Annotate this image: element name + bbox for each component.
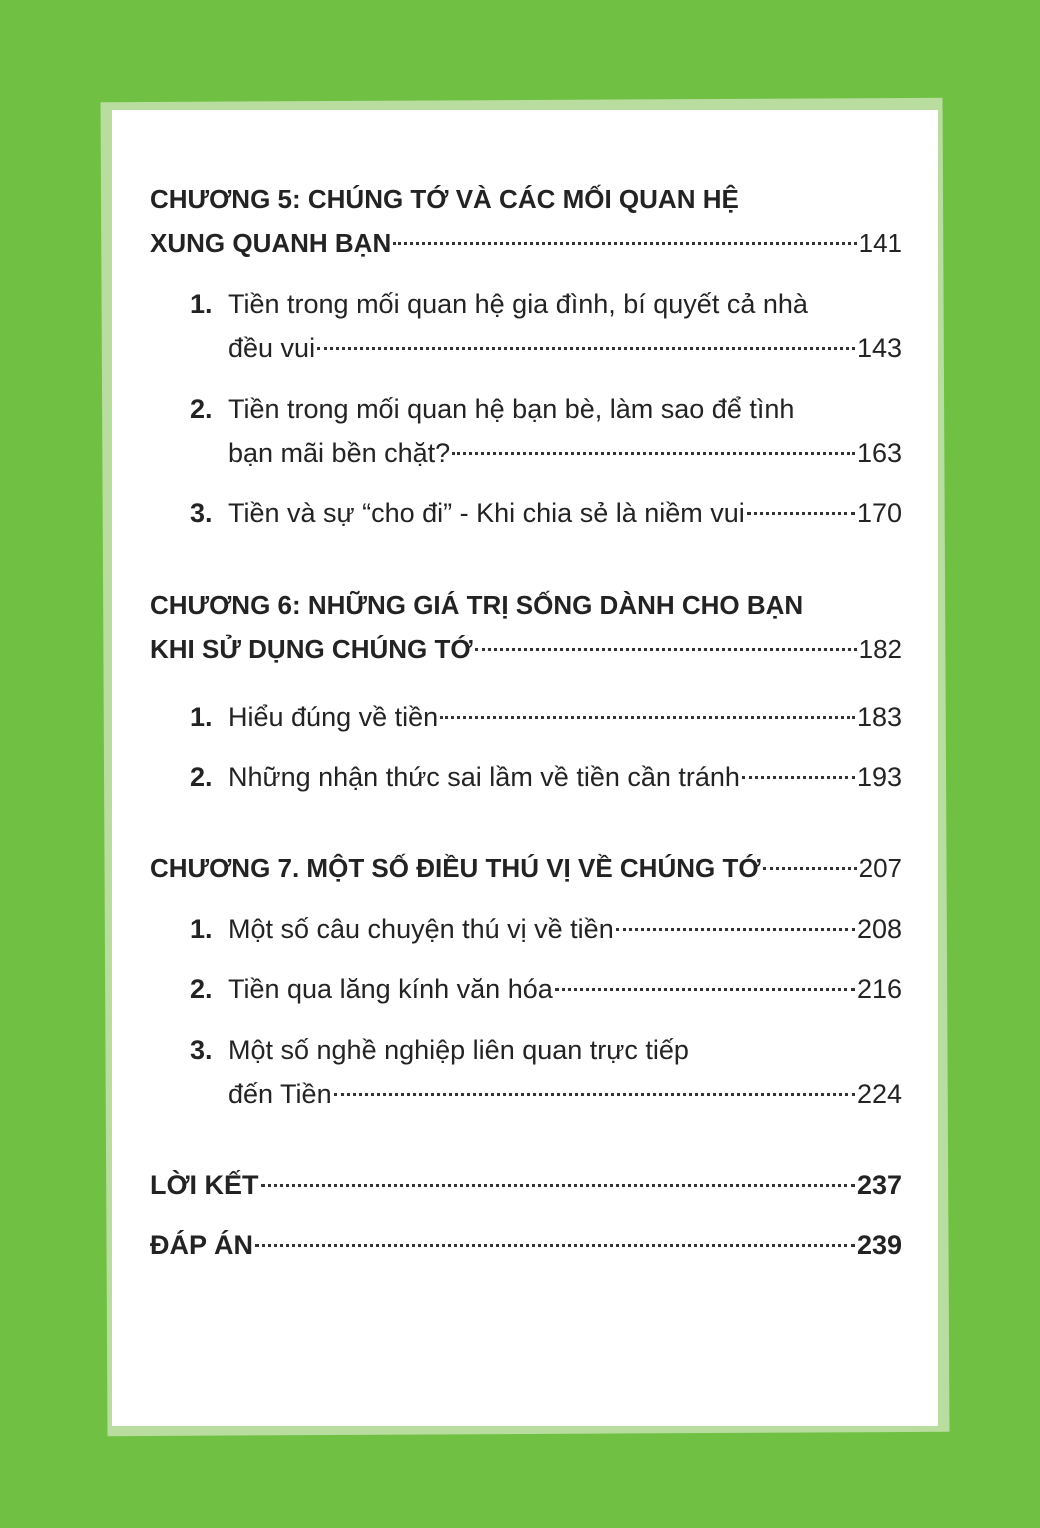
item-title-cont: đều vui bbox=[228, 333, 316, 363]
toc-item[interactable] bbox=[190, 755, 902, 799]
item-title: Tiền và sự “cho đi” - Khi chia sẻ là niềm vui bbox=[228, 498, 745, 528]
dot-leader bbox=[440, 716, 855, 719]
item-title-cont: bạn mãi bền chặt? bbox=[228, 438, 451, 468]
item-number: 3. bbox=[190, 1035, 213, 1065]
item-number: 1. bbox=[190, 289, 213, 319]
page-number: 207 bbox=[858, 853, 902, 883]
chapter-title-line2: XUNG QUANH BẠN bbox=[150, 228, 392, 258]
chapter-title: CHƯƠNG 7. MỘT SỐ ĐIỀU THÚ VỊ VỀ CHÚNG TỚ bbox=[150, 853, 761, 883]
dot-leader bbox=[763, 867, 857, 870]
page-number: 224 bbox=[856, 1079, 902, 1109]
toc-chapter-7[interactable] bbox=[150, 846, 902, 890]
item-number: 2. bbox=[190, 394, 213, 424]
item-title: Tiền trong mối quan hệ gia đình, bí quyết cả nhà bbox=[228, 289, 808, 319]
item-number: 2. bbox=[190, 762, 213, 792]
dot-leader bbox=[452, 452, 855, 455]
toc-item[interactable] bbox=[190, 387, 902, 475]
item-number: 2. bbox=[190, 974, 213, 1004]
item-title: Một số nghề nghiệp liên quan trực tiếp bbox=[228, 1035, 689, 1065]
page-number: 237 bbox=[856, 1170, 902, 1200]
toc-chapter-5[interactable] bbox=[150, 177, 902, 265]
dot-leader bbox=[555, 988, 855, 991]
item-title: Những nhận thức sai lầm về tiền cần tránh bbox=[228, 762, 740, 792]
toc-chapter-6[interactable] bbox=[150, 583, 902, 671]
item-number: 3. bbox=[190, 498, 213, 528]
item-title: Tiền qua lăng kính văn hóa bbox=[228, 974, 553, 1004]
toc-item[interactable] bbox=[190, 491, 902, 535]
toc-answers[interactable] bbox=[150, 1223, 902, 1267]
page-number: 163 bbox=[856, 438, 902, 468]
page-number: 141 bbox=[858, 228, 902, 258]
item-number: 1. bbox=[190, 702, 213, 732]
chapter-title-line1: CHƯƠNG 6: NHỮNG GIÁ TRỊ SỐNG DÀNH CHO BẠN bbox=[150, 590, 804, 620]
answers-label: ĐÁP ÁN bbox=[150, 1230, 254, 1260]
dot-leader bbox=[334, 1093, 855, 1096]
dot-leader bbox=[255, 1244, 855, 1247]
page-number: 239 bbox=[856, 1230, 902, 1260]
toc-item[interactable] bbox=[190, 907, 902, 951]
epilogue-label: LỜI KẾT bbox=[150, 1170, 259, 1200]
page-number: 193 bbox=[856, 762, 902, 792]
item-number: 1. bbox=[190, 914, 213, 944]
item-title: Hiểu đúng về tiền bbox=[228, 702, 439, 732]
page-number: 208 bbox=[856, 914, 902, 944]
dot-leader bbox=[742, 776, 855, 779]
page-number: 182 bbox=[858, 634, 902, 664]
toc-item[interactable] bbox=[190, 967, 902, 1011]
dot-leader bbox=[747, 512, 855, 515]
dot-leader bbox=[261, 1184, 855, 1187]
dot-leader bbox=[616, 928, 855, 931]
toc-item[interactable] bbox=[190, 1028, 902, 1116]
item-title: Một số câu chuyện thú vị về tiền bbox=[228, 914, 614, 944]
item-title: Tiền trong mối quan hệ bạn bè, làm sao để tình bbox=[228, 394, 795, 424]
page-number: 183 bbox=[856, 702, 902, 732]
chapter-title-line2: KHI SỬ DỤNG CHÚNG TỚ bbox=[150, 634, 473, 664]
item-title-cont: đến Tiền bbox=[228, 1079, 332, 1109]
dot-leader bbox=[393, 242, 856, 245]
toc-item[interactable] bbox=[190, 695, 902, 739]
dot-leader bbox=[317, 347, 855, 350]
toc-item[interactable] bbox=[190, 282, 902, 370]
page-number: 170 bbox=[856, 498, 902, 528]
dot-leader bbox=[475, 648, 857, 651]
page-number: 143 bbox=[856, 333, 902, 363]
chapter-title-line1: CHƯƠNG 5: CHÚNG TỚ VÀ CÁC MỐI QUAN HỆ bbox=[150, 184, 739, 214]
page-number: 216 bbox=[856, 974, 902, 1004]
toc-epilogue[interactable] bbox=[150, 1163, 902, 1207]
